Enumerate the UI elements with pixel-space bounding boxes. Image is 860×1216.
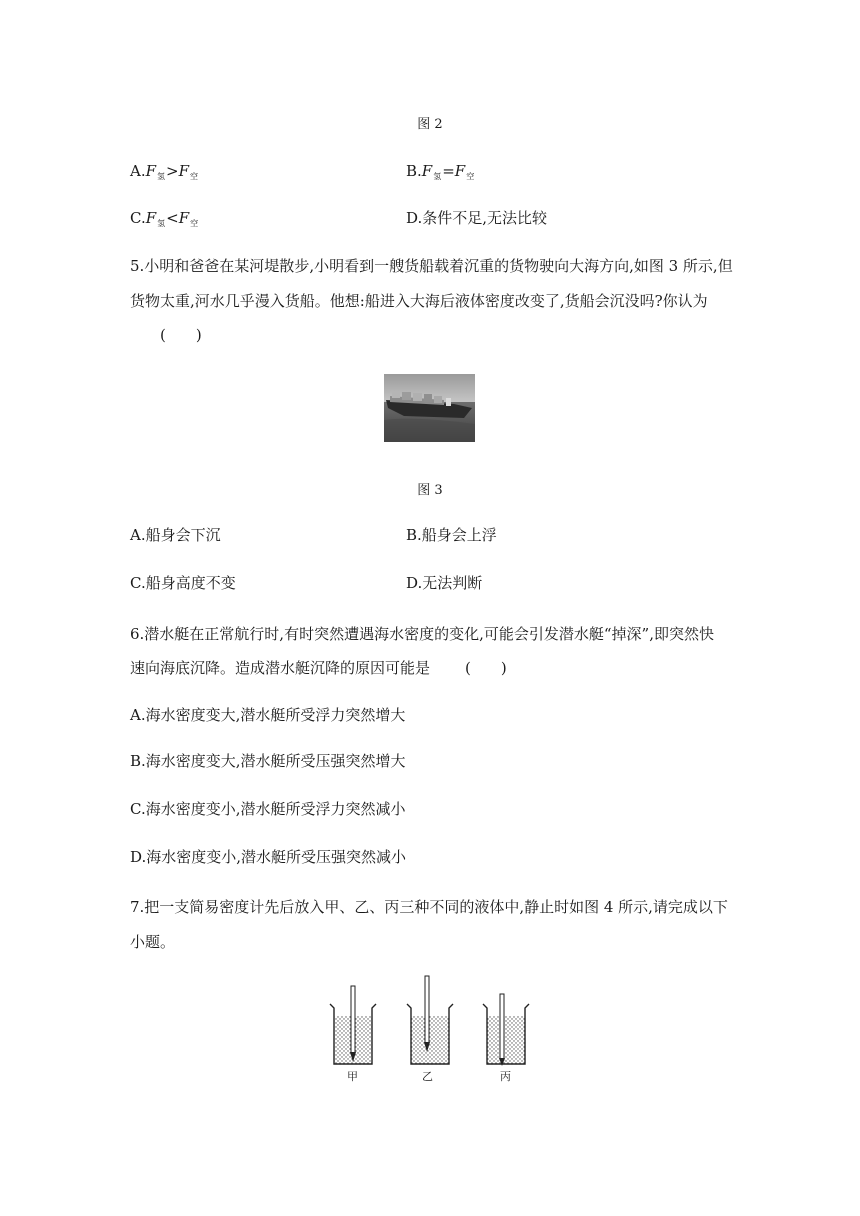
beaker-jia (330, 986, 376, 1064)
cargo-ship-photo (384, 374, 475, 442)
beaker-label-bing: 丙 (500, 1070, 511, 1083)
q5-option-c[interactable]: C.船身高度不变 (130, 574, 236, 592)
q6-option-d[interactable]: D.海水密度变小,潜水艇所受压强突然减小 (130, 848, 407, 866)
q4-option-c[interactable]: $C.F_氢<F_空$ (130, 209, 199, 228)
q7-stem-line-2: 小题。 (130, 933, 176, 951)
q4-option-d[interactable]: D.条件不足,无法比较 (406, 209, 548, 227)
q5-stem-line-2: 货物太重,河水几乎漫入货船。他想:船进入大海后液体密度改变了,货船会沉没吗?你认为 (130, 292, 708, 310)
q4-option-b[interactable]: $B.F_氢=F_空$ (406, 162, 475, 181)
figure-4-beakers (325, 972, 535, 1084)
q5-option-d[interactable]: D.无法判断 (406, 574, 483, 592)
beaker-label-jia: 甲 (347, 1070, 358, 1083)
q5-option-b[interactable]: B.船身会上浮 (406, 526, 497, 544)
q6-answer-blank[interactable]: ( ) (465, 659, 507, 677)
beaker-label-yi: 乙 (422, 1070, 433, 1083)
q6-stem-line-1: 6.潜水艇在正常航行时,有时突然遭遇海水密度的变化,可能会引发潜水艇“掉深”,即突然快 (130, 625, 714, 643)
beaker-yi (407, 976, 453, 1064)
beaker-bing (483, 994, 529, 1066)
figure-2-caption: 图 2 (417, 117, 443, 132)
q6-stem-line-2: 速向海底沉降。造成潜水艇沉降的原因可能是 (130, 659, 431, 677)
q5-answer-blank[interactable]: ( ) (160, 326, 202, 344)
q5-stem-line-1: 5.小明和爸爸在某河堤散步,小明看到一艘货船载着沉重的货物驶向大海方向,如图 3 所示,但 (130, 257, 733, 275)
q5-option-a[interactable]: A.船身会下沉 (130, 526, 221, 544)
q6-option-b[interactable]: B.海水密度变大,潜水艇所受压强突然增大 (130, 752, 406, 770)
figure-3-caption: 图 3 (417, 483, 443, 498)
q7-stem-line-1: 7.把一支简易密度计先后放入甲、乙、丙三种不同的液体中,静止时如图 4 所示,请完成以下 (130, 898, 728, 916)
q4-option-a[interactable]: $A.F_氢>F_空$ (130, 162, 199, 181)
cargo-ship-image (384, 374, 475, 442)
q6-option-c[interactable]: C.海水密度变小,潜水艇所受浮力突然减小 (130, 800, 406, 818)
q6-option-a[interactable]: A.海水密度变大,潜水艇所受浮力突然增大 (130, 706, 406, 724)
